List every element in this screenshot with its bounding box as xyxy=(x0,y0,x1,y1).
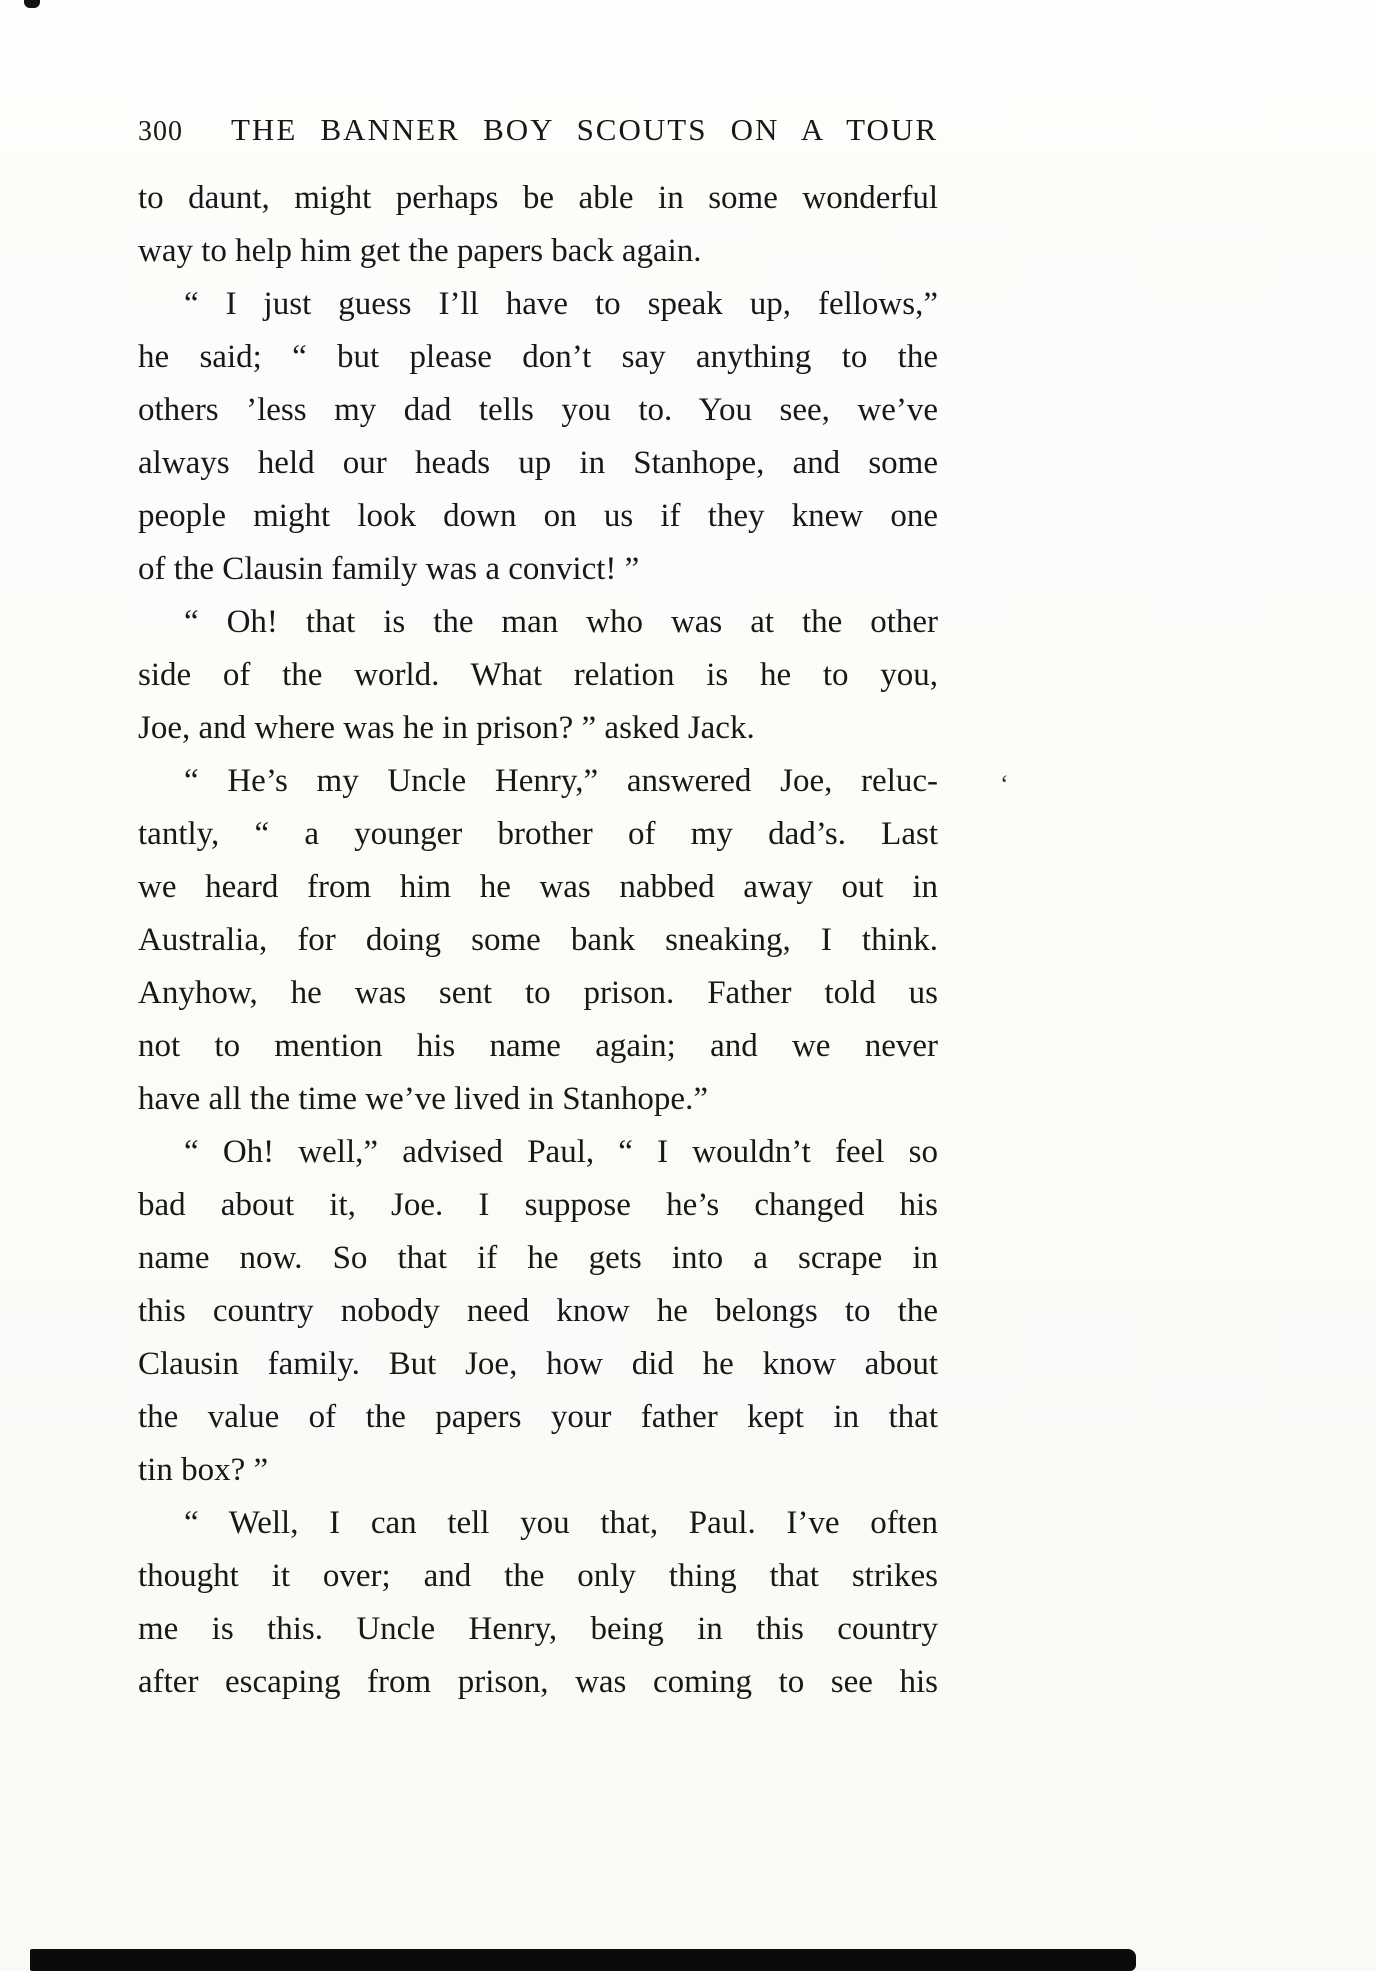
page-header xyxy=(138,112,938,148)
page-body xyxy=(138,172,938,1709)
text-line: “ Oh! that is the man who was at the other xyxy=(184,604,938,640)
paragraph xyxy=(138,596,938,755)
text-line: tantly, “ a younger brother of my dad’s. Last xyxy=(138,816,938,852)
text-line: have all the time we’ve lived in Stanhope.” xyxy=(138,1081,708,1117)
text-line: Australia, for doing some bank sneaking, I think. xyxy=(138,922,938,958)
running-title: THE BANNER BOY SCOUTS ON A TOUR xyxy=(231,112,938,147)
text-line: others ’less my dad tells you to. You see, we’ve xyxy=(138,392,938,428)
paragraph xyxy=(138,278,938,596)
page-content xyxy=(138,112,938,1709)
scan-artifact-mark: ‘ xyxy=(1000,770,1009,799)
text-line: tin box? ” xyxy=(138,1452,269,1488)
text-line: always held our heads up in Stanhope, and some xyxy=(138,445,938,481)
text-line: Clausin family. But Joe, how did he know about xyxy=(138,1346,938,1382)
text-line: we heard from him he was nabbed away out in xyxy=(138,869,938,905)
paragraph xyxy=(138,755,938,1126)
paragraph xyxy=(138,1497,938,1709)
paragraph xyxy=(138,1126,938,1497)
text-line: not to mention his name again; and we never xyxy=(138,1028,938,1064)
text-line: he said; “ but please don’t say anything to the xyxy=(138,339,938,375)
text-line: “ Oh! well,” advised Paul, “ I wouldn’t feel so xyxy=(184,1134,938,1170)
text-line: after escaping from prison, was coming to see his xyxy=(138,1664,938,1700)
text-line: people might look down on us if they knew one xyxy=(138,498,938,534)
text-line: side of the world. What relation is he to you, xyxy=(138,657,938,693)
scan-artifact-corner xyxy=(24,0,40,8)
text-line: of the Clausin family was a convict! ” xyxy=(138,551,640,587)
text-line: this country nobody need know he belongs to the xyxy=(138,1293,938,1329)
text-line: “ Well, I can tell you that, Paul. I’ve often xyxy=(184,1505,938,1541)
text-line: Anyhow, he was sent to prison. Father told us xyxy=(138,975,938,1011)
text-line: the value of the papers your father kept in that xyxy=(138,1399,938,1435)
scan-artifact-bar xyxy=(30,1949,1136,1971)
paragraph xyxy=(138,172,938,278)
text-line: thought it over; and the only thing that strikes xyxy=(138,1558,938,1594)
text-line: to daunt, might perhaps be able in some wonderful xyxy=(138,180,938,216)
text-line: “ He’s my Uncle Henry,” answered Joe, reluc- xyxy=(184,763,938,799)
text-line: name now. So that if he gets into a scrape in xyxy=(138,1240,938,1276)
text-line: “ I just guess I’ll have to speak up, fellows,” xyxy=(184,286,938,322)
text-line: bad about it, Joe. I suppose he’s changed his xyxy=(138,1187,938,1223)
text-line: way to help him get the papers back again. xyxy=(138,233,702,269)
text-line: me is this. Uncle Henry, being in this country xyxy=(138,1611,938,1647)
page-number: 300 xyxy=(138,116,183,147)
text-line: Joe, and where was he in prison? ” asked Jack. xyxy=(138,710,755,746)
